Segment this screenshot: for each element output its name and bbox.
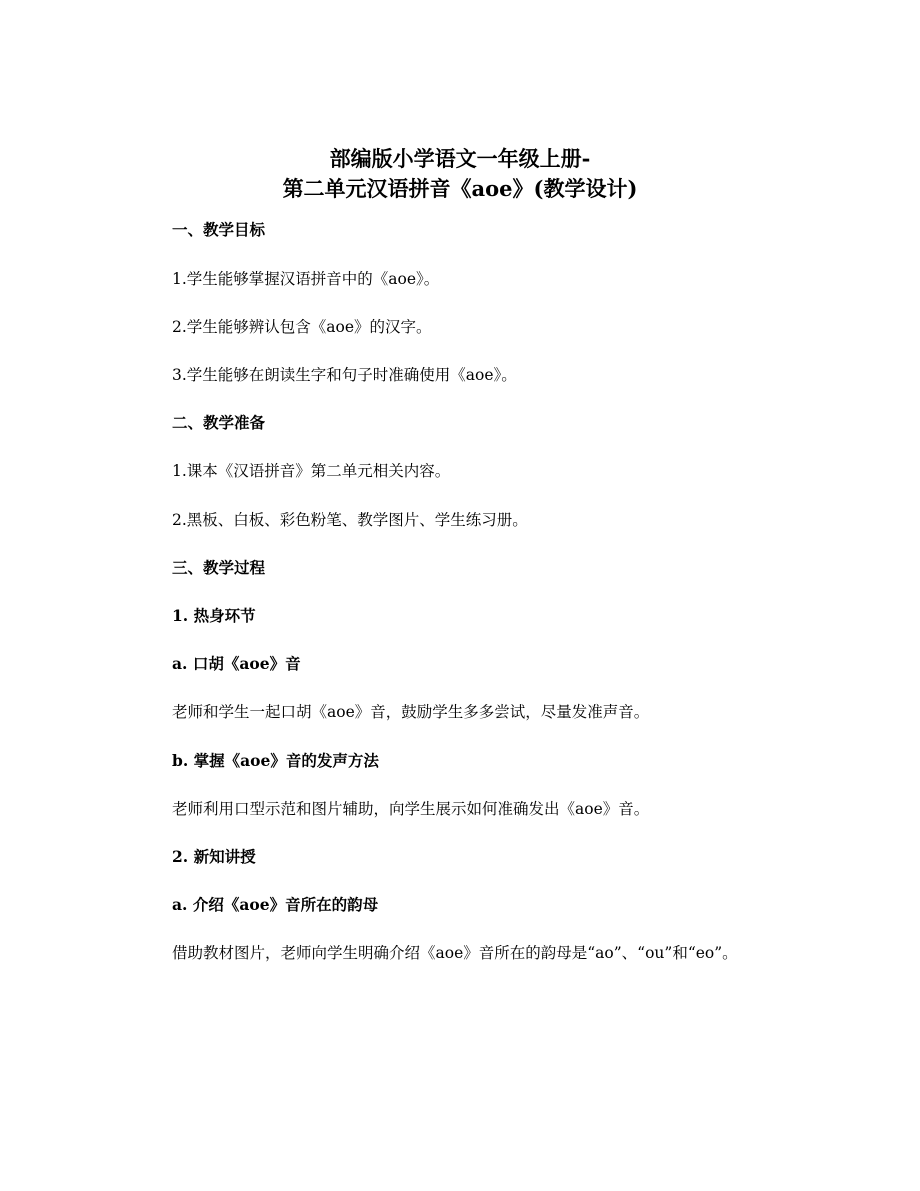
step-heading-new-knowledge: 2. 新知讲授	[172, 847, 256, 866]
document-title-line1: 部编版小学语文一年级上册-	[329, 146, 591, 171]
paragraph: 老师和学生一起口胡《aoe》音，鼓励学生多多尝试，尽量发准声音。	[172, 703, 650, 721]
objective-item: 1.学生能够掌握汉语拼音中的《aoe》。	[172, 270, 440, 288]
substep-heading: a. 口胡《aoe》音	[172, 654, 301, 673]
document-title-line2: 第二单元汉语拼音《aoe》(教学设计)	[282, 176, 638, 201]
section-heading-preparation: 二、教学准备	[172, 413, 266, 432]
preparation-item: 2.黑板、白板、彩色粉笔、教学图片、学生练习册。	[172, 511, 528, 529]
section-heading-process: 三、教学过程	[172, 558, 266, 577]
paragraph: 老师利用口型示范和图片辅助，向学生展示如何准确发出《aoe》音。	[172, 800, 650, 818]
preparation-item: 1.课本《汉语拼音》第二单元相关内容。	[172, 462, 451, 480]
paragraph: 借助教材图片，老师向学生明确介绍《aoe》音所在的韵母是“ao”、“ou”和“eo”。	[172, 944, 738, 962]
objective-item: 3.学生能够在朗读生字和句子时准确使用《aoe》。	[172, 366, 517, 384]
substep-heading: b. 掌握《aoe》音的发声方法	[172, 751, 379, 770]
objective-item: 2.学生能够辨认包含《aoe》的汉字。	[172, 318, 432, 336]
substep-heading: a. 介绍《aoe》音所在的韵母	[172, 895, 379, 914]
section-heading-objectives: 一、教学目标	[172, 220, 266, 239]
step-heading-warmup: 1. 热身环节	[172, 606, 256, 625]
